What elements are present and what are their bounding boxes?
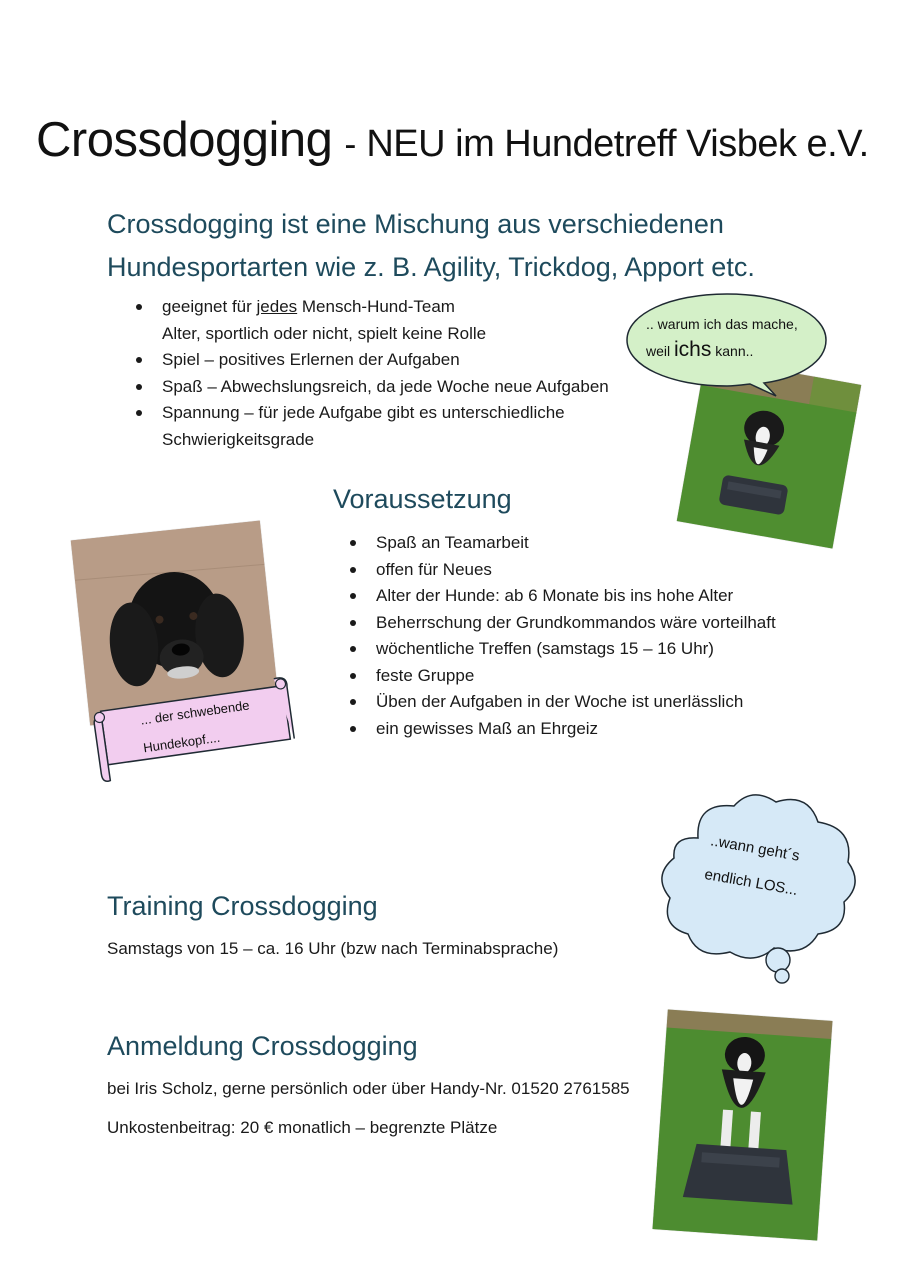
requirement-item: Üben der Aufgaben in der Woche ist unerlässlich: [349, 689, 829, 716]
requirements-heading: Voraussetzung: [333, 484, 512, 514]
speech-bubble-emphasis: ichs: [674, 338, 712, 361]
registration-contact: bei Iris Scholz, gerne persönlich oder über Handy-Nr. 01520 2761585: [107, 1079, 630, 1098]
requirements-list: [349, 530, 829, 742]
training-text: Samstags von 15 – ca. 16 Uhr (bzw nach Terminabsprache): [107, 939, 559, 958]
title-main: Crossdogging: [36, 113, 333, 167]
scroll-line1: ... der schwebende: [139, 697, 251, 728]
intro-line-1: Crossdogging ist eine Mischung aus verschiedenen: [107, 209, 724, 239]
feature-list: [135, 294, 645, 453]
scroll-banner-shape: [88, 670, 306, 788]
feature-item: Spannung – für jede Aufgabe gibt es unterschiedliche Schwierigkeitsgrade: [135, 400, 645, 453]
cloud-line1: ..wann geht´s: [709, 832, 801, 865]
intro-line-2: Hundesportarten wie z. B. Agility, Trickdog, Apport etc.: [107, 252, 755, 282]
requirement-item: Beherrschung der Grundkommandos wäre vorteilhaft: [349, 610, 829, 637]
requirement-item: ein gewisses Maß an Ehrgeiz: [349, 716, 829, 743]
requirement-item: Spaß an Teamarbeit: [349, 530, 829, 557]
dog-standing-illustration: [653, 1010, 833, 1241]
title-sub: NEU im Hundetreff Visbek e.V.: [366, 123, 869, 165]
requirement-item: feste Gruppe: [349, 663, 829, 690]
feature-item: Spaß – Abwechslungsreich, da jede Woche neue Aufgaben: [135, 374, 645, 401]
scroll-line2: Hundekopf....: [142, 729, 221, 756]
speech-bubble-line1: .. warum ich das mache,: [646, 316, 798, 332]
page-title: [36, 112, 869, 168]
requirement-item: Alter der Hunde: ab 6 Monate bis ins hohe Alter: [349, 583, 829, 610]
intro-text: [107, 203, 807, 289]
dog-photo-standing: [653, 1010, 833, 1241]
cloud-line2: endlich LOS...: [703, 865, 799, 900]
feature-item: Spiel – positives Erlernen der Aufgaben: [135, 347, 645, 374]
training-heading: Training Crossdogging: [107, 891, 378, 921]
underlined-word: jedes: [256, 297, 298, 316]
registration-heading: Anmeldung Crossdogging: [107, 1031, 418, 1061]
title-separator: -: [344, 123, 357, 164]
feature-item-line2: Alter, sportlich oder nicht, spielt keine Rolle: [162, 323, 487, 343]
feature-item: geeignet für jedes Mensch-Hund-Team Alter, sportlich oder nicht, spielt keine Rolle: [135, 294, 645, 347]
registration-fee: Unkostenbeitrag: 20 € monatlich – begrenzte Plätze: [107, 1118, 498, 1137]
requirement-item: wöchentliche Treffen (samstags 15 – 16 Uhr): [349, 636, 829, 663]
requirement-item: offen für Neues: [349, 557, 829, 584]
speech-bubble-line2: weil ichs kann..: [646, 338, 754, 361]
